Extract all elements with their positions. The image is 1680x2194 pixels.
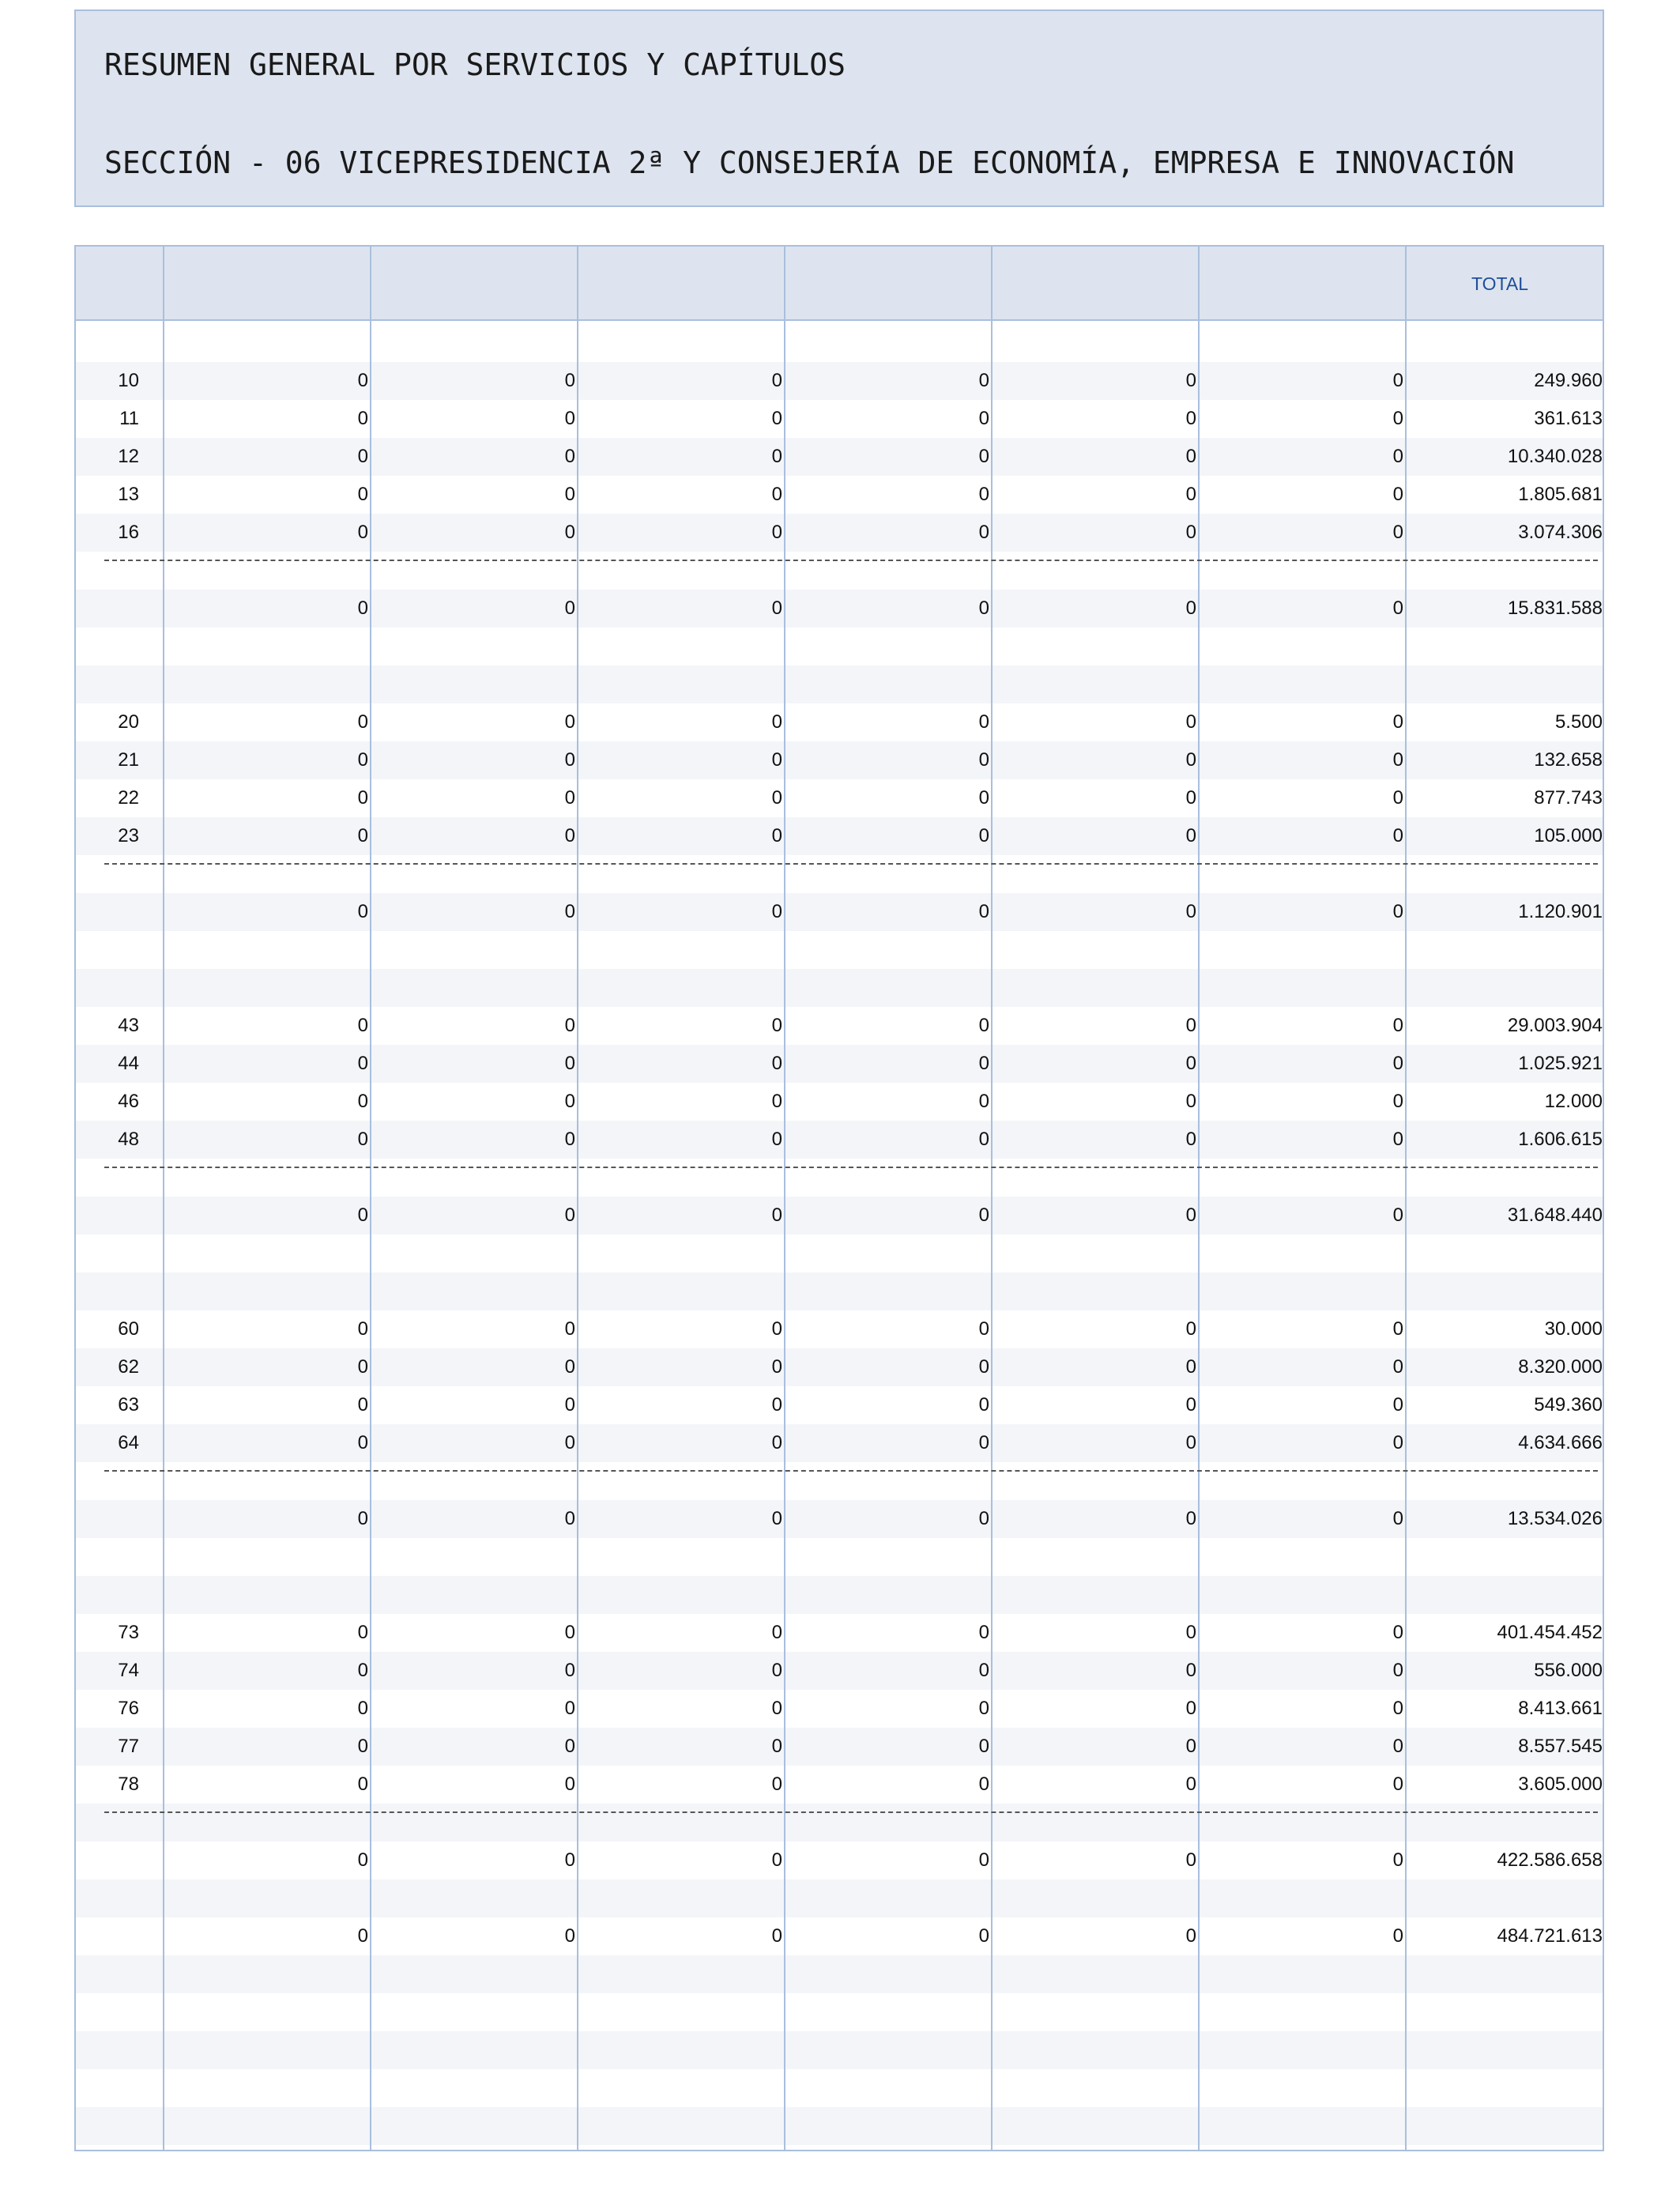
total-cell: 8.320.000: [1518, 1356, 1603, 1378]
value-cell: 0: [564, 825, 575, 846]
value-cell: 0: [357, 484, 368, 505]
value-cell: 0: [1185, 1356, 1196, 1378]
subtotal-row: [76, 1500, 1603, 1538]
chapter-code: 63: [118, 1394, 139, 1416]
value-cell: 0: [978, 522, 989, 543]
value-cell: 0: [357, 787, 368, 809]
chapter-code: 10: [118, 370, 139, 391]
value-cell: 0: [771, 1508, 782, 1529]
value-cell: 0: [564, 711, 575, 733]
value-cell: 0: [1185, 1736, 1196, 1757]
value-cell: 0: [564, 446, 575, 467]
value-cell: 0: [1392, 1925, 1403, 1947]
summary-table: [74, 245, 1604, 2151]
value-cell: 0: [771, 1622, 782, 1643]
value-cell: 0: [1392, 1622, 1403, 1643]
value-cell: 0: [771, 1925, 782, 1947]
table-row: [76, 703, 1603, 741]
subtotal-row: [76, 590, 1603, 628]
value-cell: 0: [564, 1204, 575, 1226]
value-cell: 0: [357, 1053, 368, 1074]
value-cell: 0: [564, 787, 575, 809]
value-cell: 0: [1185, 1394, 1196, 1416]
value-cell: 0: [1185, 408, 1196, 429]
total-cell: 8.557.545: [1518, 1736, 1603, 1757]
value-cell: 0: [978, 1698, 989, 1719]
value-cell: 0: [1185, 370, 1196, 391]
value-cell: 0: [978, 1660, 989, 1681]
row-stripe: [76, 1272, 1603, 1310]
total-cell: 5.500: [1554, 711, 1603, 733]
value-cell: 0: [978, 1432, 989, 1453]
value-cell: 0: [978, 1774, 989, 1795]
total-cell: 3.605.000: [1518, 1774, 1603, 1795]
table-header: [76, 247, 1603, 321]
value-cell: 0: [564, 1356, 575, 1378]
value-cell: 0: [357, 598, 368, 619]
chapter-code: 73: [118, 1622, 139, 1643]
table-row: [76, 1007, 1603, 1045]
value-cell: 0: [1392, 484, 1403, 505]
value-cell: 0: [357, 1736, 368, 1757]
value-cell: 0: [1392, 787, 1403, 809]
value-cell: 0: [771, 1129, 782, 1150]
value-cell: 0: [564, 1394, 575, 1416]
value-cell: 0: [1392, 370, 1403, 391]
value-cell: 0: [564, 370, 575, 391]
chapter-code: 74: [118, 1660, 139, 1681]
total-cell: 1.025.921: [1518, 1053, 1603, 1074]
value-cell: 0: [564, 1318, 575, 1340]
value-cell: 0: [978, 1622, 989, 1643]
value-cell: 0: [564, 484, 575, 505]
chapter-code: 77: [118, 1736, 139, 1757]
value-cell: 0: [771, 446, 782, 467]
table-row: [76, 1348, 1603, 1386]
table-row: [76, 476, 1603, 514]
value-cell: 0: [357, 1091, 368, 1112]
dashed-separator: [104, 863, 1598, 865]
table-row: [76, 362, 1603, 400]
value-cell: 0: [357, 1015, 368, 1036]
value-cell: 0: [1392, 446, 1403, 467]
value-cell: 0: [1392, 1774, 1403, 1795]
total-cell: 31.648.440: [1507, 1204, 1603, 1226]
value-cell: 0: [978, 787, 989, 809]
total-cell: 1.606.615: [1518, 1129, 1603, 1150]
value-cell: 0: [771, 1774, 782, 1795]
chapter-code: 16: [118, 522, 139, 543]
value-cell: 0: [357, 749, 368, 771]
value-cell: 0: [357, 370, 368, 391]
value-cell: 0: [357, 1660, 368, 1681]
table-row: [76, 1045, 1603, 1083]
value-cell: 0: [1185, 1204, 1196, 1226]
value-cell: 0: [978, 1925, 989, 1947]
value-cell: 0: [1185, 1698, 1196, 1719]
value-cell: 0: [564, 1622, 575, 1643]
value-cell: 0: [1185, 1053, 1196, 1074]
value-cell: 0: [771, 1736, 782, 1757]
value-cell: 0: [1392, 522, 1403, 543]
value-cell: 0: [564, 1053, 575, 1074]
value-cell: 0: [564, 1925, 575, 1947]
value-cell: 0: [978, 1736, 989, 1757]
value-cell: 0: [978, 1204, 989, 1226]
value-cell: 0: [1185, 1015, 1196, 1036]
value-cell: 0: [771, 1204, 782, 1226]
value-cell: 0: [357, 1356, 368, 1378]
value-cell: 0: [357, 1432, 368, 1453]
total-cell: 15.831.588: [1507, 598, 1603, 619]
value-cell: 0: [771, 1432, 782, 1453]
value-cell: 0: [357, 1622, 368, 1643]
table-row: [76, 779, 1603, 817]
value-cell: 0: [978, 1318, 989, 1340]
chapter-code: 64: [118, 1432, 139, 1453]
value-cell: 0: [771, 825, 782, 846]
value-cell: 0: [357, 1925, 368, 1947]
value-cell: 0: [1185, 1432, 1196, 1453]
total-cell: 249.960: [1534, 370, 1603, 391]
value-cell: 0: [978, 598, 989, 619]
value-cell: 0: [978, 901, 989, 922]
value-cell: 0: [1392, 825, 1403, 846]
chapter-code: 21: [118, 749, 139, 771]
row-stripe: [76, 969, 1603, 1007]
chapter-code: 12: [118, 446, 139, 467]
chapter-code: 60: [118, 1318, 139, 1340]
value-cell: 0: [771, 1091, 782, 1112]
total-cell: 12.000: [1544, 1091, 1603, 1112]
value-cell: 0: [564, 901, 575, 922]
dashed-separator: [104, 1167, 1598, 1168]
value-cell: 0: [357, 825, 368, 846]
value-cell: 0: [978, 711, 989, 733]
value-cell: 0: [1392, 1508, 1403, 1529]
value-cell: 0: [771, 1698, 782, 1719]
total-cell: 1.805.681: [1518, 484, 1603, 505]
chapter-code: 46: [118, 1091, 139, 1112]
value-cell: 0: [357, 1318, 368, 1340]
value-cell: 0: [1392, 1394, 1403, 1416]
table-row: [76, 1121, 1603, 1159]
value-cell: 0: [1185, 787, 1196, 809]
table-row: [76, 741, 1603, 779]
value-cell: 0: [357, 522, 368, 543]
value-cell: 0: [1185, 1774, 1196, 1795]
chapter-code: 20: [118, 711, 139, 733]
value-cell: 0: [978, 1394, 989, 1416]
chapter-code: 44: [118, 1053, 139, 1074]
table-row: [76, 514, 1603, 552]
header-total-label: TOTAL: [1471, 273, 1528, 294]
value-cell: 0: [564, 1698, 575, 1719]
chapter-code: 78: [118, 1774, 139, 1795]
value-cell: 0: [1392, 1698, 1403, 1719]
value-cell: 0: [771, 1015, 782, 1036]
value-cell: 0: [771, 408, 782, 429]
subtotal-row: [76, 1197, 1603, 1235]
value-cell: 0: [1185, 484, 1196, 505]
value-cell: 0: [357, 1129, 368, 1150]
value-cell: 0: [1392, 1091, 1403, 1112]
value-cell: 0: [1185, 1508, 1196, 1529]
chapter-code: 11: [119, 408, 139, 429]
row-stripe: [76, 1955, 1603, 1993]
table-row: [76, 1614, 1603, 1652]
value-cell: 0: [1185, 598, 1196, 619]
value-cell: 0: [1392, 1318, 1403, 1340]
value-cell: 0: [564, 1849, 575, 1871]
value-cell: 0: [1392, 1053, 1403, 1074]
table-row: [76, 1652, 1603, 1690]
value-cell: 0: [1392, 1849, 1403, 1871]
value-cell: 0: [1185, 1129, 1196, 1150]
value-cell: 0: [771, 711, 782, 733]
value-cell: 0: [1392, 1015, 1403, 1036]
value-cell: 0: [1185, 522, 1196, 543]
chapter-code: 48: [118, 1129, 139, 1150]
table-row: [76, 438, 1603, 476]
table-row: [76, 1083, 1603, 1121]
value-cell: 0: [978, 446, 989, 467]
value-cell: 0: [357, 1508, 368, 1529]
value-cell: 0: [564, 749, 575, 771]
row-stripe: [76, 1804, 1603, 1842]
value-cell: 0: [771, 1318, 782, 1340]
subtotal-row: [76, 1842, 1603, 1879]
total-cell: 29.003.904: [1507, 1015, 1603, 1036]
report-title-panel: [74, 9, 1604, 207]
table-row: [76, 1386, 1603, 1424]
table-row: [76, 400, 1603, 438]
value-cell: 0: [771, 1660, 782, 1681]
value-cell: 0: [1392, 1432, 1403, 1453]
value-cell: 0: [771, 1849, 782, 1871]
total-cell: 8.413.661: [1518, 1698, 1603, 1719]
chapter-code: 62: [118, 1356, 139, 1378]
value-cell: 0: [1392, 901, 1403, 922]
value-cell: 0: [1185, 446, 1196, 467]
value-cell: 0: [357, 1849, 368, 1871]
row-stripe: [76, 1879, 1603, 1917]
chapter-code: 23: [118, 825, 139, 846]
value-cell: 0: [1392, 1129, 1403, 1150]
value-cell: 0: [978, 749, 989, 771]
value-cell: 0: [564, 522, 575, 543]
value-cell: 0: [978, 484, 989, 505]
total-cell: 401.454.452: [1497, 1622, 1603, 1643]
value-cell: 0: [1185, 1849, 1196, 1871]
table-row: [76, 1728, 1603, 1766]
value-cell: 0: [978, 370, 989, 391]
value-cell: 0: [357, 1204, 368, 1226]
value-cell: 0: [1185, 711, 1196, 733]
value-cell: 0: [978, 825, 989, 846]
value-cell: 0: [564, 1736, 575, 1757]
value-cell: 0: [771, 749, 782, 771]
section-title: SECCIÓN - 06 VICEPRESIDENCIA 2ª Y CONSEJERÍA DE ECONOMÍA, EMPRESA E INNOVACIÓN: [104, 145, 1515, 180]
row-stripe: [76, 2107, 1603, 2145]
value-cell: 0: [1185, 1318, 1196, 1340]
value-cell: 0: [1185, 1925, 1196, 1947]
value-cell: 0: [357, 711, 368, 733]
row-stripe: [76, 665, 1603, 703]
value-cell: 0: [357, 1394, 368, 1416]
total-cell: 13.534.026: [1507, 1508, 1603, 1529]
total-cell: 3.074.306: [1518, 522, 1603, 543]
value-cell: 0: [357, 446, 368, 467]
row-stripe: [76, 1576, 1603, 1614]
total-cell: 877.743: [1534, 787, 1603, 809]
table-row: [76, 817, 1603, 855]
total-cell: 422.586.658: [1497, 1849, 1603, 1871]
value-cell: 0: [564, 1774, 575, 1795]
total-cell: 4.634.666: [1518, 1432, 1603, 1453]
total-cell: 484.721.613: [1497, 1925, 1603, 1947]
value-cell: 0: [771, 598, 782, 619]
value-cell: 0: [771, 1053, 782, 1074]
value-cell: 0: [1392, 749, 1403, 771]
value-cell: 0: [771, 1394, 782, 1416]
value-cell: 0: [771, 1356, 782, 1378]
total-cell: 549.360: [1534, 1394, 1603, 1416]
value-cell: 0: [771, 787, 782, 809]
value-cell: 0: [1392, 1356, 1403, 1378]
value-cell: 0: [1392, 1204, 1403, 1226]
value-cell: 0: [978, 1053, 989, 1074]
chapter-code: 13: [118, 484, 139, 505]
value-cell: 0: [1185, 749, 1196, 771]
chapter-code: 76: [118, 1698, 139, 1719]
value-cell: 0: [771, 484, 782, 505]
value-cell: 0: [1392, 1660, 1403, 1681]
value-cell: 0: [978, 1508, 989, 1529]
table-row: [76, 1690, 1603, 1728]
grand-total-row: [76, 1917, 1603, 1955]
value-cell: 0: [1185, 901, 1196, 922]
report-title: RESUMEN GENERAL POR SERVICIOS Y CAPÍTULOS: [104, 47, 846, 82]
value-cell: 0: [1392, 408, 1403, 429]
value-cell: 0: [357, 1774, 368, 1795]
value-cell: 0: [1392, 598, 1403, 619]
value-cell: 0: [978, 1356, 989, 1378]
value-cell: 0: [978, 1129, 989, 1150]
dashed-separator: [104, 1470, 1598, 1472]
table-row: [76, 1310, 1603, 1348]
value-cell: 0: [1185, 825, 1196, 846]
value-cell: 0: [564, 1432, 575, 1453]
value-cell: 0: [564, 1508, 575, 1529]
value-cell: 0: [564, 408, 575, 429]
dashed-separator: [104, 1811, 1598, 1813]
total-cell: 556.000: [1534, 1660, 1603, 1681]
value-cell: 0: [978, 1015, 989, 1036]
value-cell: 0: [564, 1091, 575, 1112]
total-cell: 132.658: [1534, 749, 1603, 771]
value-cell: 0: [771, 522, 782, 543]
value-cell: 0: [357, 408, 368, 429]
table-row: [76, 1424, 1603, 1462]
value-cell: 0: [771, 901, 782, 922]
value-cell: 0: [564, 598, 575, 619]
value-cell: 0: [357, 901, 368, 922]
value-cell: 0: [1185, 1660, 1196, 1681]
dashed-separator: [104, 560, 1598, 561]
row-stripe: [76, 2031, 1603, 2069]
value-cell: 0: [564, 1129, 575, 1150]
value-cell: 0: [1185, 1091, 1196, 1112]
total-cell: 105.000: [1534, 825, 1603, 846]
total-cell: 361.613: [1534, 408, 1603, 429]
value-cell: 0: [1185, 1622, 1196, 1643]
chapter-code: 43: [118, 1015, 139, 1036]
table-row: [76, 1766, 1603, 1804]
value-cell: 0: [771, 370, 782, 391]
value-cell: 0: [978, 408, 989, 429]
value-cell: 0: [978, 1849, 989, 1871]
total-cell: 1.120.901: [1518, 901, 1603, 922]
total-cell: 10.340.028: [1507, 446, 1603, 467]
subtotal-row: [76, 893, 1603, 931]
value-cell: 0: [564, 1660, 575, 1681]
value-cell: 0: [1392, 711, 1403, 733]
chapter-code: 22: [118, 787, 139, 809]
value-cell: 0: [357, 1698, 368, 1719]
value-cell: 0: [564, 1015, 575, 1036]
value-cell: 0: [978, 1091, 989, 1112]
total-cell: 30.000: [1544, 1318, 1603, 1340]
value-cell: 0: [1392, 1736, 1403, 1757]
